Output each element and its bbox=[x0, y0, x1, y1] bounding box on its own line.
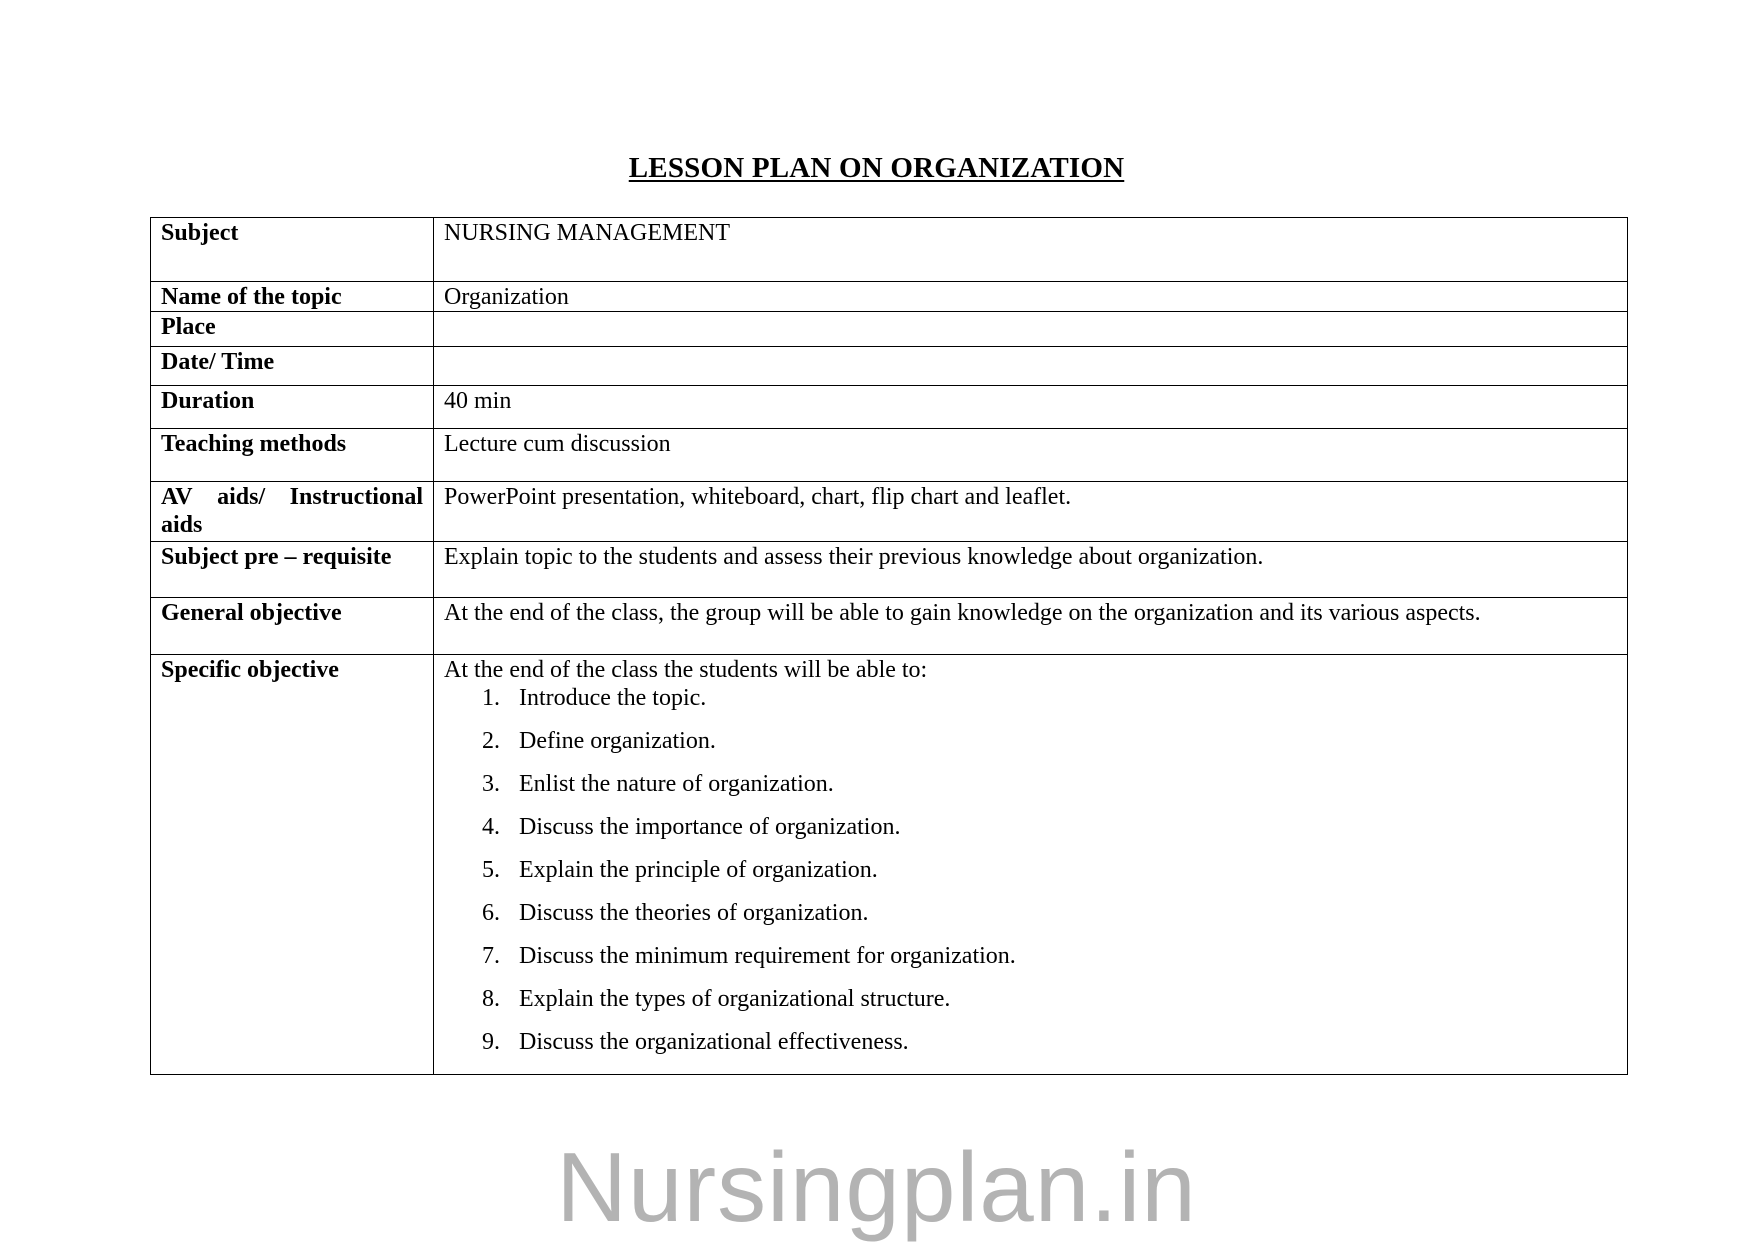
row-value-topic: Organization bbox=[434, 282, 1628, 312]
list-item bbox=[482, 770, 1617, 813]
list-item bbox=[482, 899, 1617, 942]
row-value-general-objective: At the end of the class, the group will be able to gain knowledge on the organization and its various aspects. bbox=[434, 598, 1628, 655]
list-item-text: Enlist the nature of organization. bbox=[519, 771, 834, 797]
list-item-number: 4. bbox=[482, 814, 500, 840]
table-row-general-objective bbox=[151, 598, 1628, 655]
list-item bbox=[482, 727, 1617, 770]
row-value-av-aids: PowerPoint presentation, whiteboard, chart, flip chart and leaflet. bbox=[434, 482, 1628, 542]
list-item bbox=[482, 1028, 1617, 1060]
row-label-place: Place bbox=[151, 312, 434, 347]
table-row-prerequisite bbox=[151, 542, 1628, 598]
list-item-number: 3. bbox=[482, 771, 500, 797]
row-value-duration: 40 min bbox=[434, 386, 1628, 429]
av-label-word-3: Instructional bbox=[289, 484, 423, 510]
table-row-duration bbox=[151, 386, 1628, 429]
table-row-topic bbox=[151, 282, 1628, 312]
list-item-number: 8. bbox=[482, 986, 500, 1012]
list-item-number: 5. bbox=[482, 857, 500, 883]
table-row-subject bbox=[151, 218, 1628, 282]
lesson-plan-table bbox=[150, 217, 1628, 1075]
row-label-specific-objective: Specific objective bbox=[151, 655, 434, 1075]
row-value-subject: NURSING MANAGEMENT bbox=[434, 218, 1628, 282]
row-label-teaching-methods: Teaching methods bbox=[151, 429, 434, 482]
list-item bbox=[482, 942, 1617, 985]
list-item-text: Explain the principle of organization. bbox=[519, 857, 878, 883]
table-row-teaching-methods bbox=[151, 429, 1628, 482]
row-value-teaching-methods: Lecture cum discussion bbox=[434, 429, 1628, 482]
list-item-text: Define organization. bbox=[519, 728, 716, 754]
list-item-text: Discuss the theories of organization. bbox=[519, 900, 869, 926]
list-item-number: 6. bbox=[482, 900, 500, 926]
table-row-place bbox=[151, 312, 1628, 347]
row-value-date-time bbox=[434, 347, 1628, 386]
specific-objective-intro: At the end of the class the students will be able to: bbox=[444, 657, 928, 683]
table-row-specific-objective bbox=[151, 655, 1628, 1075]
list-item-text: Introduce the topic. bbox=[519, 685, 707, 711]
list-item-text: Discuss the minimum requirement for organization. bbox=[519, 943, 1016, 969]
list-item bbox=[482, 985, 1617, 1028]
row-label-topic: Name of the topic bbox=[151, 282, 434, 312]
row-label-prerequisite: Subject pre – requisite bbox=[151, 542, 434, 598]
page-title: LESSON PLAN ON ORGANIZATION bbox=[628, 152, 1125, 184]
objective-list bbox=[444, 684, 1617, 1060]
list-item bbox=[482, 813, 1617, 856]
list-item-number: 1. bbox=[482, 685, 500, 711]
av-label-line bbox=[161, 483, 423, 511]
list-item-number: 7. bbox=[482, 943, 500, 969]
list-item bbox=[482, 684, 1617, 727]
row-label-subject: Subject bbox=[151, 218, 434, 282]
row-label-av-aids bbox=[151, 482, 434, 542]
row-label-general-objective: General objective bbox=[151, 598, 434, 655]
list-item-number: 2. bbox=[482, 728, 500, 754]
list-item-text: Explain the types of organizational structure. bbox=[519, 986, 951, 1012]
list-item-number: 9. bbox=[482, 1029, 500, 1055]
table-row-date-time bbox=[151, 347, 1628, 386]
row-value-place bbox=[434, 312, 1628, 347]
row-label-duration: Duration bbox=[151, 386, 434, 429]
av-label-word-1: AV bbox=[161, 484, 193, 510]
av-label-word-2: aids/ bbox=[217, 484, 266, 510]
table-row-av-aids bbox=[151, 482, 1628, 542]
list-item-text: Discuss the organizational effectiveness. bbox=[519, 1029, 909, 1055]
row-label-date-time: Date/ Time bbox=[151, 347, 434, 386]
list-item-text: Discuss the importance of organization. bbox=[519, 814, 901, 840]
row-value-specific-objective bbox=[434, 655, 1628, 1075]
list-item bbox=[482, 856, 1617, 899]
av-label-word-4: aids bbox=[161, 512, 203, 538]
row-value-prerequisite: Explain topic to the students and assess their previous knowledge about organization. bbox=[434, 542, 1628, 598]
watermark: Nursingplan.in bbox=[556, 1132, 1197, 1242]
